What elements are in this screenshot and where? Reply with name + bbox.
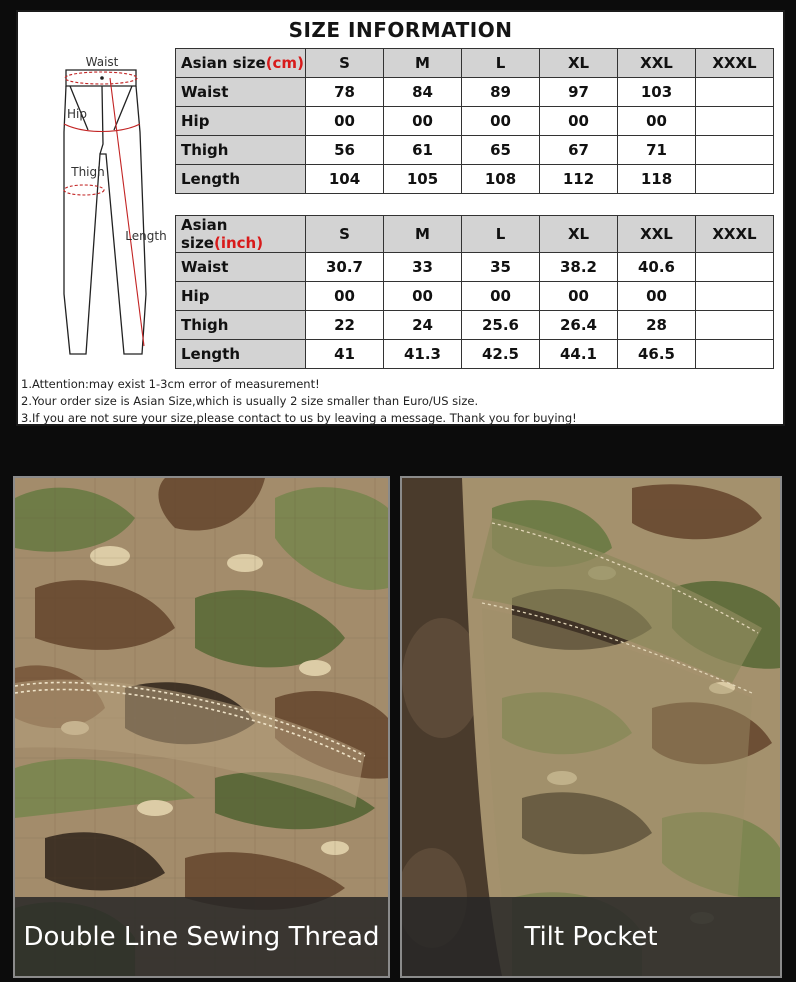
waist-button [100,76,104,80]
table-cell: 44.1 [540,340,618,369]
table-row [176,165,774,194]
table-cell: 97 [540,78,618,107]
table-cell: 00 [618,107,696,136]
row-label: Length [176,165,306,194]
pocket-right [114,86,132,130]
table-cell [696,311,774,340]
caption-tilt-pocket: Tilt Pocket [524,921,658,952]
waist-label: Waist [85,55,119,69]
size-header-cell: XL [540,49,618,78]
size-header-cell: M [384,216,462,253]
table-cell: 71 [618,136,696,165]
size-header-cell: XXXL [696,49,774,78]
table-row [176,282,774,311]
table-cell: 33 [384,253,462,282]
table-cell [696,136,774,165]
table-cell: 67 [540,136,618,165]
row-label: Hip [176,107,306,136]
table-cell [696,165,774,194]
table-row [176,107,774,136]
size-header-cell: S [306,49,384,78]
table-cell: 00 [540,107,618,136]
table-cell: 40.6 [618,253,696,282]
table-row [176,311,774,340]
table-cell [696,107,774,136]
length-label: Length [125,229,167,243]
table-cell: 00 [306,107,384,136]
table-row [176,253,774,282]
row-label: Thigh [176,311,306,340]
size-header-cell: XXL [618,216,696,253]
table-cell: 28 [618,311,696,340]
table-cell: 56 [306,136,384,165]
table-cell: 108 [462,165,540,194]
table-row [176,340,774,369]
size-header-cell: XL [540,216,618,253]
hip-measure-line [64,124,140,132]
table-cell: 61 [384,136,462,165]
table-cell: 89 [462,78,540,107]
table-row [176,78,774,107]
fly-line [100,86,103,154]
table-header-row [176,49,774,78]
table-cell: 41.3 [384,340,462,369]
table-cell: 78 [306,78,384,107]
double-line-sewing-panel [13,476,390,978]
size-header-cell: M [384,49,462,78]
table-cell: 118 [618,165,696,194]
size-table-inch [175,215,774,369]
row-label: Waist [176,253,306,282]
table-cell: 24 [384,311,462,340]
table-cell: 00 [462,282,540,311]
notes [21,376,577,427]
caption-double-line: Double Line Sewing Thread [23,921,380,952]
asian-size-label: Asian size [181,216,228,252]
header-label-cell [176,216,306,253]
caption-bar [402,897,780,976]
table-cell: 103 [618,78,696,107]
table-cell: 22 [306,311,384,340]
table-cell: 105 [384,165,462,194]
size-header-cell: L [462,216,540,253]
table-cell: 46.5 [618,340,696,369]
table-cell: 41 [306,340,384,369]
unit-label: (cm) [265,54,304,72]
table-cell: 00 [540,282,618,311]
table-cell: 104 [306,165,384,194]
asian-size-label: Asian size [181,54,266,72]
table-cell: 35 [462,253,540,282]
table-cell: 38.2 [540,253,618,282]
note-line: 2.Your order size is Asian Size,which is usually 2 size smaller than Euro/US size. [21,394,479,408]
size-header-cell: S [306,216,384,253]
size-information-card [16,10,785,426]
table-cell: 30.7 [306,253,384,282]
unit-label: (inch) [213,234,264,252]
size-header-cell: XXXL [696,216,774,253]
table-cell: 65 [462,136,540,165]
table-cell: 00 [306,282,384,311]
row-label: Length [176,340,306,369]
trousers-diagram [24,44,174,356]
table-cell [696,282,774,311]
table-cell: 00 [384,107,462,136]
table-cell: 84 [384,78,462,107]
table-header-row [176,216,774,253]
size-table-cm [175,48,774,194]
header-label-cell [176,49,306,78]
table-cell: 00 [462,107,540,136]
table-cell: 00 [384,282,462,311]
table-cell [696,253,774,282]
table-cell [696,340,774,369]
caption-bar [15,897,388,976]
table-row [176,136,774,165]
thigh-label: Thigh [71,165,105,179]
row-label: Hip [176,282,306,311]
table-cell: 42.5 [462,340,540,369]
row-label: Waist [176,78,306,107]
row-label: Thigh [176,136,306,165]
table-cell: 112 [540,165,618,194]
table-cell: 26.4 [540,311,618,340]
size-header-cell: L [462,49,540,78]
page-title: SIZE INFORMATION [288,18,513,42]
hip-label: Hip [67,107,87,121]
table-cell: 25.6 [462,311,540,340]
note-line: 3.If you are not sure your size,please contact to us by leaving a message. Thank you for buying! [21,411,577,425]
size-header-cell: XXL [618,49,696,78]
table-cell [696,78,774,107]
note-line: 1.Attention:may exist 1-3cm error of measurement! [21,377,320,391]
tilt-pocket-panel [400,476,782,978]
table-cell: 00 [618,282,696,311]
